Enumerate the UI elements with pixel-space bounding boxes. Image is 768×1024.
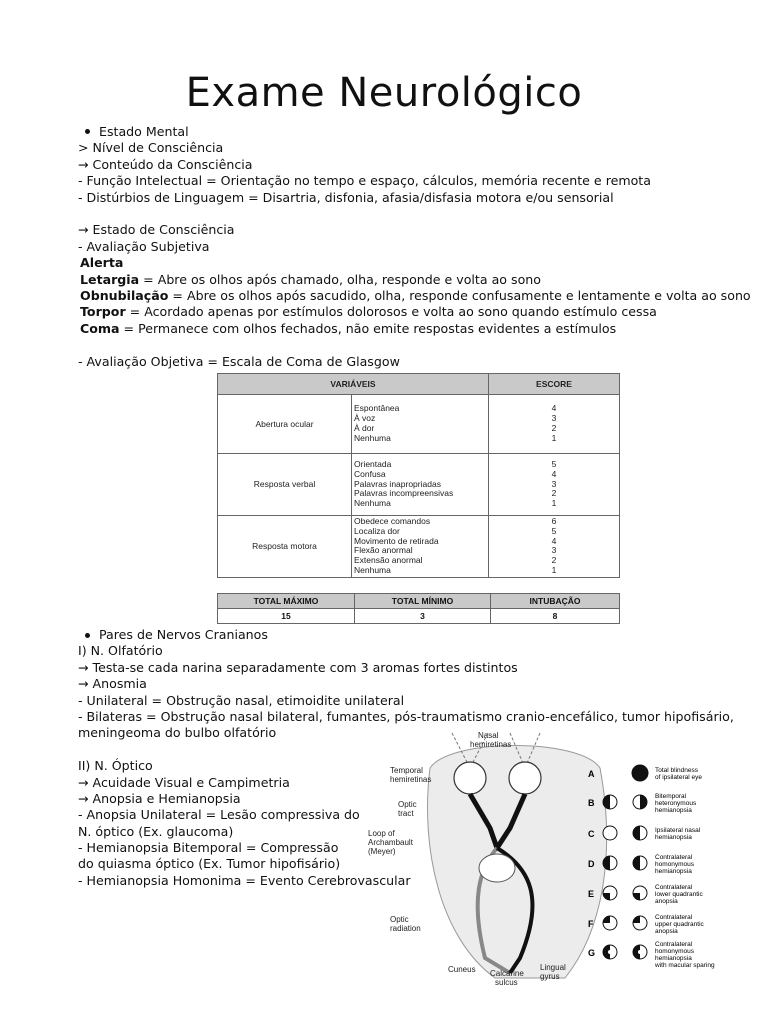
state-letargia [80,272,541,288]
lesion-letter: D [588,859,595,869]
text-line: → Anosmia [78,676,147,691]
figure-label: Lingual [540,963,566,972]
table-header: INTUBAÇÃO [491,594,620,609]
lesion-letter: E [588,889,595,899]
state-desc: = Abre os olhos após sacudido, olha, responde confusamente e lentamente e volta ao sono [168,288,751,303]
figure-label: Optic [390,915,409,924]
text-line: → Anopsia e Hemianopsia [78,791,241,806]
figure-label: gyrus [540,972,560,981]
figure-label: Loop of [368,829,395,838]
option: Espontânea [354,403,400,414]
text-line: - Avaliação Objetiva = Escala de Coma de Glasgow [78,354,400,369]
table-header: TOTAL MÁXIMO [218,594,355,609]
table-cell: 15 [218,609,355,624]
option: Confusa [354,468,386,479]
lesion-e [588,884,703,905]
right-eye [509,762,541,794]
options-cell [352,395,489,454]
variable-cell: Resposta verbal [218,454,352,516]
text-line: > Nível de Consciência [78,140,224,155]
state-term: Coma [80,321,120,336]
text-line: → Acuidade Visual e Campimetria [78,775,290,790]
state-desc: = Acordado apenas por estímulos dolorosos e volta ao sono quando estímulo cessa [125,304,657,319]
page-title: Exame Neurológico [185,70,583,116]
state-term: Torpor [80,304,126,319]
brainstem [479,854,515,882]
option: Obedece comandos [354,515,431,526]
lesion-desc: Bitemporal [655,793,687,800]
table-cell: 3 [355,609,491,624]
state-term: Obnubilação [80,288,169,303]
option: Nenhuma [354,564,391,575]
section-heading-estado-mental: Estado Mental [99,124,189,139]
glasgow-totals-table [217,593,620,624]
text-line: - Unilateral = Obstrução nasal, etimoidite unilateral [78,693,405,708]
text-line: do quiasma óptico (Ex. Tumor hipofisário) [78,856,341,871]
lesion-desc: hemianopsia [655,807,692,814]
score: 1 [551,564,557,575]
figure-label: Archambault [368,838,413,847]
lesion-desc: of ipsilateral eye [655,774,702,781]
figure-label: hemiretinas [470,740,512,749]
lesion-letter: A [588,769,595,779]
lesion-desc: anopsia [655,928,678,935]
score: 3 [551,413,557,424]
lesion-desc: homonymous [655,861,695,868]
score: 1 [551,498,557,509]
state-coma [80,321,616,337]
text-line: - Hemianopsia Homonima = Evento Cerebrovascular [78,873,411,888]
figure-label: radiation [390,924,421,933]
lesion-letter: G [588,948,596,958]
lesion-desc: heteronymous [655,800,697,807]
option: Orientada [354,459,392,469]
figure-label: (Meyer) [368,847,396,856]
figure-label: Cuneus [448,965,476,974]
figure-label: sulcus [495,978,518,987]
lesion-letter: B [588,798,595,808]
figure-label: hemiretinas [390,775,432,784]
lesion-desc: Total blindness [655,767,698,774]
option: Extensão anormal [354,555,423,566]
text-line: - Distúrbios de Linguagem = Disartria, disfonia, afasia/disfasia motora e/ou sensorial [78,190,614,205]
score: 3 [551,478,557,489]
visual-pathway-figure [360,728,732,990]
lesion-desc: upper quadrantic [655,921,704,928]
text-line: - Função Intelectual = Orientação no tempo e espaço, cálculos, memória recente e remota [78,173,651,188]
figure-label: Nasal [478,731,499,740]
score: 2 [551,555,557,566]
lesion-desc: Contralateral [655,854,693,861]
left-eye [454,762,486,794]
table-row [218,609,620,624]
lesion-desc: homonymous [655,948,695,955]
lesion-desc: hemianopsia [655,834,692,841]
field-icon [632,765,648,781]
table-header: VARIÁVEIS [218,374,489,395]
score: 5 [551,525,557,536]
text-line: → Estado de Consciência [78,222,235,237]
score: 2 [551,488,557,499]
lesion-desc: hemianopsia [655,955,692,962]
state-torpor [80,304,657,320]
text-line: I) N. Olfatório [78,643,163,658]
option: À dor [354,423,375,433]
text-line: → Conteúdo da Consciência [78,157,253,172]
option: Localiza dor [354,525,400,536]
lesion-desc: Contralateral [655,941,693,948]
variable-cell: Resposta motora [218,515,352,577]
text-line: - Avaliação Subjetiva [78,239,210,254]
options-cell [352,515,489,577]
lesion-desc: with macular sparing [655,962,715,969]
option: Flexão anormal [354,545,413,556]
table-row [218,515,620,577]
lesion-desc: Contralateral [655,914,693,921]
variable-cell: Abertura ocular [218,395,352,454]
scores-cell [489,515,620,577]
table-header: TOTAL MÍNIMO [355,594,491,609]
table-row [218,395,620,454]
section-heading-nervos-cranianos: Pares de Nervos Cranianos [99,627,268,642]
figure-label: tract [398,809,414,818]
score: 4 [551,403,557,414]
option: Nenhuma [354,432,391,443]
state-desc: = Abre os olhos após chamado, olha, responde e volta ao sono [139,272,541,287]
lesion-desc: hemianopsia [655,868,692,875]
option: Palavras inapropriadas [354,478,441,489]
lesion-g [588,941,715,969]
option: Nenhuma [354,498,391,509]
score: 6 [551,515,557,526]
score: 5 [551,459,557,469]
options-cell [352,454,489,516]
field-icon [603,826,617,840]
score: 4 [551,468,557,479]
text-line: meningeoma do bulbo olfatório [78,725,277,740]
score: 3 [551,545,557,556]
text-line: - Bilateras = Obstrução nasal bilateral, fumantes, pós-traumatismo cranio-encefálico, tumor hipofisário, [78,709,734,724]
text-line: → Testa-se cada narina separadamente com 3 aromas fortes distintos [78,660,518,675]
state-term: Alerta [80,255,124,270]
option: Movimento de retirada [354,535,439,546]
table-row [218,454,620,516]
score: 4 [551,535,557,546]
table-cell: 8 [491,609,620,624]
text-line: - Anopsia Unilateral = Lesão compressiva do [78,807,360,822]
lesion-desc: lower quadrantic [655,891,703,898]
figure-label: Optic [398,800,417,809]
lesion-desc: Ipsilateral nasal [655,827,701,834]
bullet-dot [85,129,90,134]
figure-label: Calcarine [490,969,524,978]
lesion-list [588,765,715,969]
lesion-desc: anopsia [655,898,678,905]
glasgow-table [217,373,620,578]
score: 2 [551,423,557,433]
option: Palavras incompreensivas [354,488,454,499]
state-term: Letargia [80,272,140,287]
text-line: N. óptico (Ex. glaucoma) [78,824,234,839]
state-desc: = Permanece com olhos fechados, não emite respostas evidentes a estímulos [119,321,617,336]
table-header: ESCORE [489,374,620,395]
lesion-desc: Contralateral [655,884,693,891]
state-obnubilacao [80,288,751,304]
state-alerta [80,255,123,271]
scores-cell [489,395,620,454]
bullet-dot [85,633,90,638]
option: À voz [354,413,376,424]
lesion-letter: F [588,919,594,929]
text-line: II) N. Óptico [78,758,153,773]
lesion-a [588,765,702,781]
score: 1 [551,432,557,443]
figure-label: Temporal [390,766,423,775]
lesion-letter: C [588,829,595,839]
lesion-f [588,914,705,935]
scores-cell [489,454,620,516]
text-line: - Hemianopsia Bitemporal = Compressão [78,840,339,855]
